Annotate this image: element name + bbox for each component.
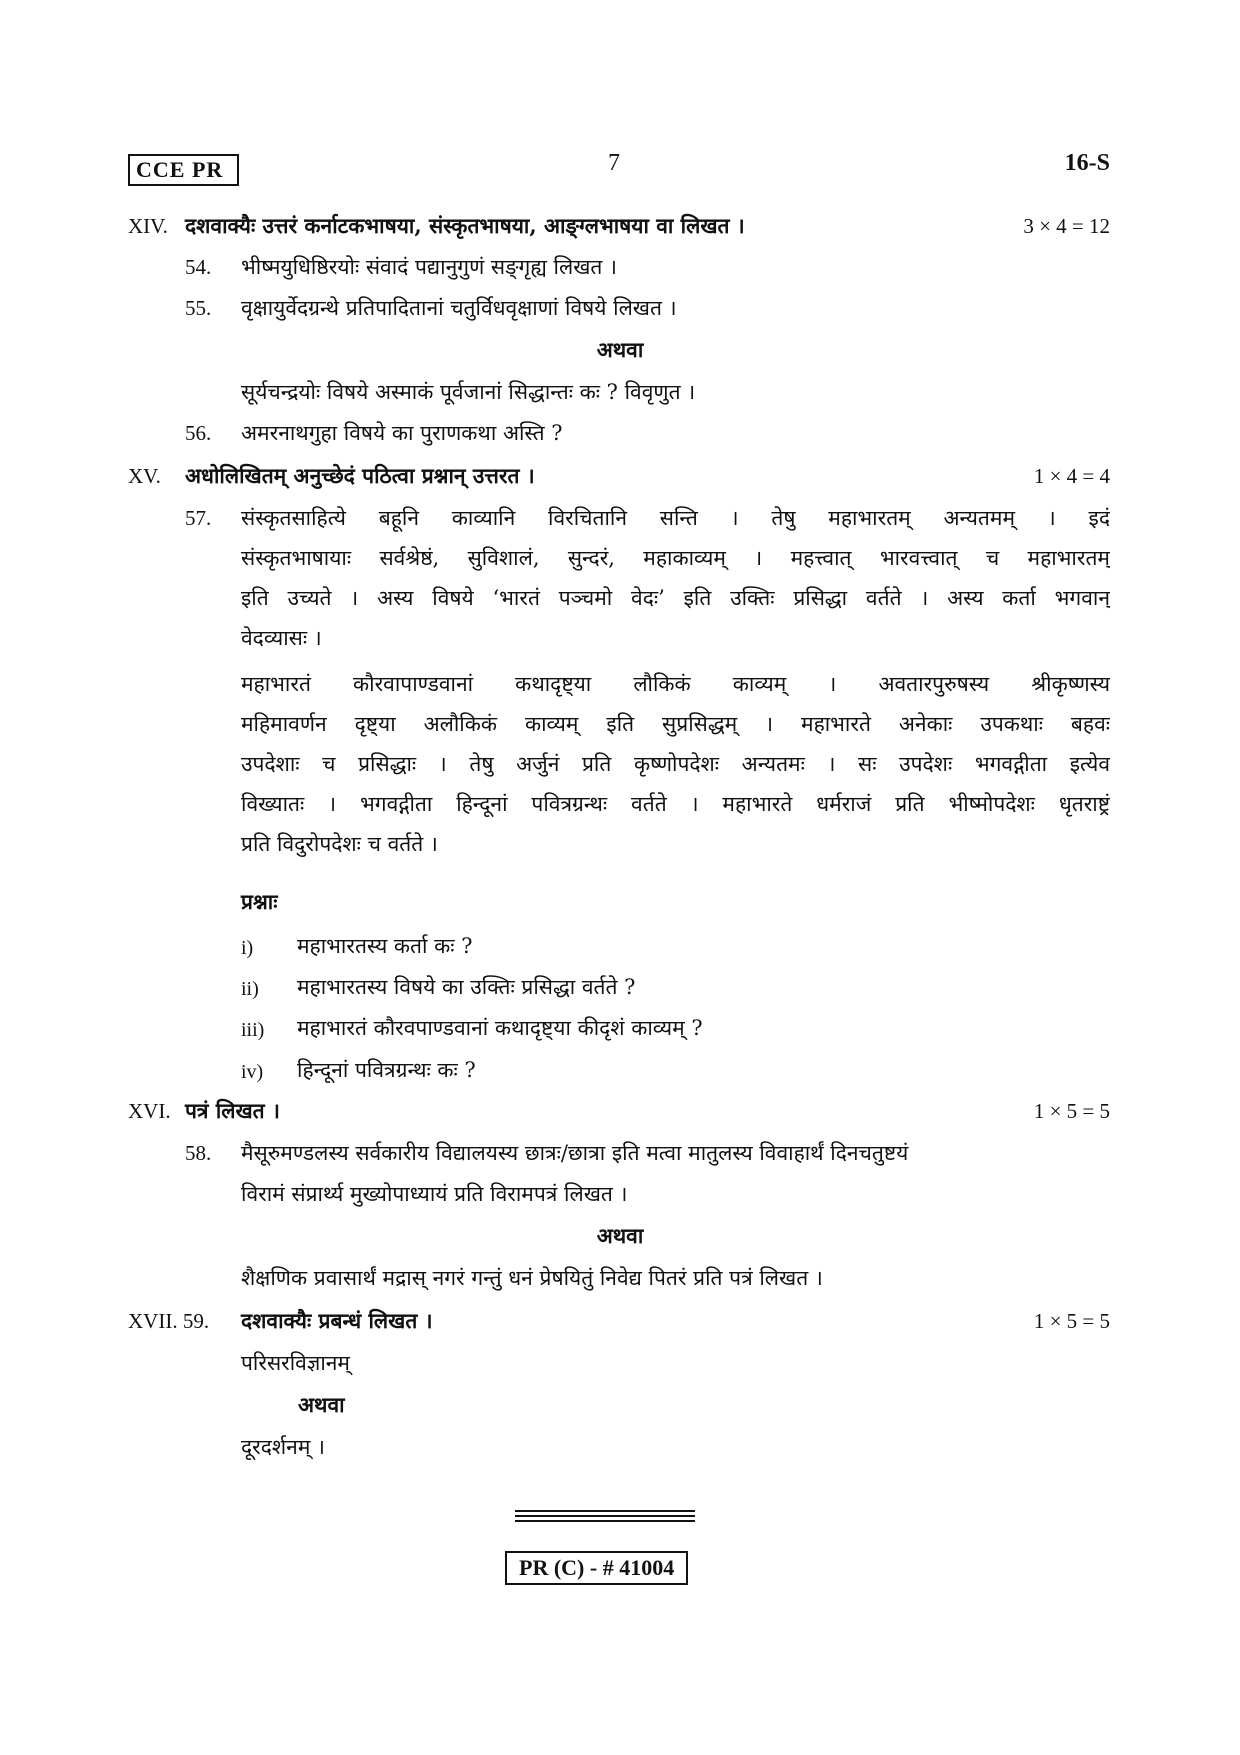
essay-topic-1: परिसरविज्ञानम् (241, 1351, 350, 1375)
question-text: अमरनाथगुहा विषये का पुराणकथा अस्ति ? (241, 421, 563, 445)
passage-line: इति उच्यते । अस्य विषये ‘भारतं पञ्चमो वेदः’ इति उक्तिः प्रसिद्धा वर्तते । अस्य कर्ता भगवान् (241, 586, 1110, 610)
passage-line: महाभारतं कौरवापाण्डवानां कथादृष्ट्या लौकिकं काव्यम् । अवतारपुरुषस्य श्रीकृष्णस्य (241, 672, 1110, 696)
question-text: भीष्मयुधिष्ठिरयोः संवादं पद्यानुगुणं सङ्गृह्य लिखत । (241, 255, 617, 279)
sub-question-text: महाभारतस्य कर्ता कः ? (297, 934, 473, 958)
question-number: 55. (185, 296, 212, 320)
question-number: 58. (185, 1141, 212, 1165)
exam-code-box: CCE PR (128, 154, 239, 186)
paper-code: 16-S (1064, 150, 1110, 176)
sub-question-text: महाभारतस्य विषये का उक्तिः प्रसिद्धा वर्तते ? (297, 975, 636, 999)
sub-question-text: हिन्दूनां पवित्रग्रन्थः कः ? (297, 1058, 476, 1082)
section-number: XIV. (128, 214, 168, 238)
section-marks: 3 × 4 = 12 (1023, 214, 1110, 238)
question-number: 57. (185, 506, 212, 530)
question-number: 56. (185, 421, 212, 445)
or-label: अथवा (298, 1392, 345, 1417)
or-label: अथवा (596, 337, 644, 362)
sub-question-label: ii) (241, 978, 259, 1000)
section-title: दशवाक्यैः उत्तरं कर्नाटकभाषया, संस्कृतभाषया, आङ्ग्लभाषया वा लिखत । (185, 213, 745, 238)
or-label: अथवा (596, 1223, 644, 1248)
end-rule-top (515, 1510, 695, 1512)
sub-question-label: iii) (241, 1019, 265, 1041)
question-number: 54. (185, 255, 212, 279)
footer-code-box: PR (C) - # 41004 (505, 1551, 688, 1585)
passage-line: संस्कृतभाषायाः सर्वश्रेष्ठं, सुविशालं, सुन्दरं, महाकाव्यम् । महत्त्वात् भारवत्त्वात् च महाभारतम् (241, 546, 1110, 570)
passage-line: विख्यातः । भगवद्गीता हिन्दूनां पवित्रग्रन्थः वर्तते । महाभारते धर्मराजं प्रति भीष्मोपदेशः धृतराष्ट्रं (241, 792, 1110, 816)
section-number: XV. (128, 464, 161, 488)
page-number: 7 (608, 150, 620, 176)
section-title: दशवाक्यैः प्रबन्धं लिखत । (241, 1308, 433, 1333)
passage-line: महिमावर्णन दृष्ट्या अलौकिकं काव्यम् इति सुप्रसिद्धम् । महाभारते अनेकाः उपकथाः बहवः (241, 712, 1110, 736)
question-text: मैसूरुमण्डलस्य सर्वकारीय विद्यालयस्य छात्रः/छात्रा इति मत्वा मातुलस्य विवाहार्थं दिनचतुष्टयं (241, 1141, 909, 1165)
passage-line: संस्कृतसाहित्ये बहूनि काव्यानि विरचितानि सन्ति । तेषु महाभारतम् अन्यतमम् । इदं (241, 506, 1110, 530)
sub-question-text: महाभारतं कौरवपाण्डवानां कथादृष्ट्या कीदृशं काव्यम् ? (297, 1016, 703, 1040)
question-58-line-2: विरामं संप्रार्थ्य मुख्योपाध्यायं प्रति विरामपत्रं लिखत । (241, 1182, 628, 1206)
section-marks: 1 × 5 = 5 (1033, 1309, 1110, 1333)
end-rule-middle (515, 1515, 695, 1517)
essay-topic-2: दूरदर्शनम् । (241, 1435, 326, 1459)
passage-line: वेदव्यासः । (241, 626, 322, 650)
passage-line: प्रति विदुरोपदेशः च वर्तते । (241, 832, 438, 856)
sub-question-label: iv) (241, 1061, 264, 1083)
section-title: पत्रं लिखत । (185, 1098, 280, 1123)
questions-label: प्रश्नाः (241, 889, 278, 914)
passage-paragraph-1 (241, 498, 1110, 658)
end-rule-bottom (515, 1520, 695, 1522)
question-text: वृक्षायुर्वेदग्रन्थे प्रतिपादितानां चतुर्विधवृक्षाणां विषये लिखत । (241, 296, 677, 320)
section-marks: 1 × 4 = 4 (1033, 464, 1110, 488)
question-58-alternative: शैक्षणिक प्रवासार्थं मद्रास् नगरं गन्तुं धनं प्रेषयितुं निवेद्य पितरं प्रति पत्रं लिखत । (241, 1266, 823, 1290)
sub-question-label: i) (241, 937, 254, 959)
section-number: XVII. 59. (128, 1309, 210, 1333)
passage-line: उपदेशाः च प्रसिद्धाः । तेषु अर्जुनं प्रति कृष्णोपदेशः अन्यतमः । सः उपदेशः भगवद्गीता इत्येव (241, 752, 1110, 776)
question-55-alternative: सूर्यचन्द्रयोः विषये अस्माकं पूर्वजानां सिद्धान्तः कः ? विवृणुत । (241, 380, 696, 404)
section-title: अधोलिखितम् अनुच्छेदं पठित्वा प्रश्नान् उत्तरत । (185, 463, 535, 488)
passage-paragraph-2 (241, 664, 1110, 864)
section-marks: 1 × 5 = 5 (1033, 1099, 1110, 1123)
section-number: XVI. (128, 1099, 171, 1123)
page-header (128, 148, 1110, 188)
